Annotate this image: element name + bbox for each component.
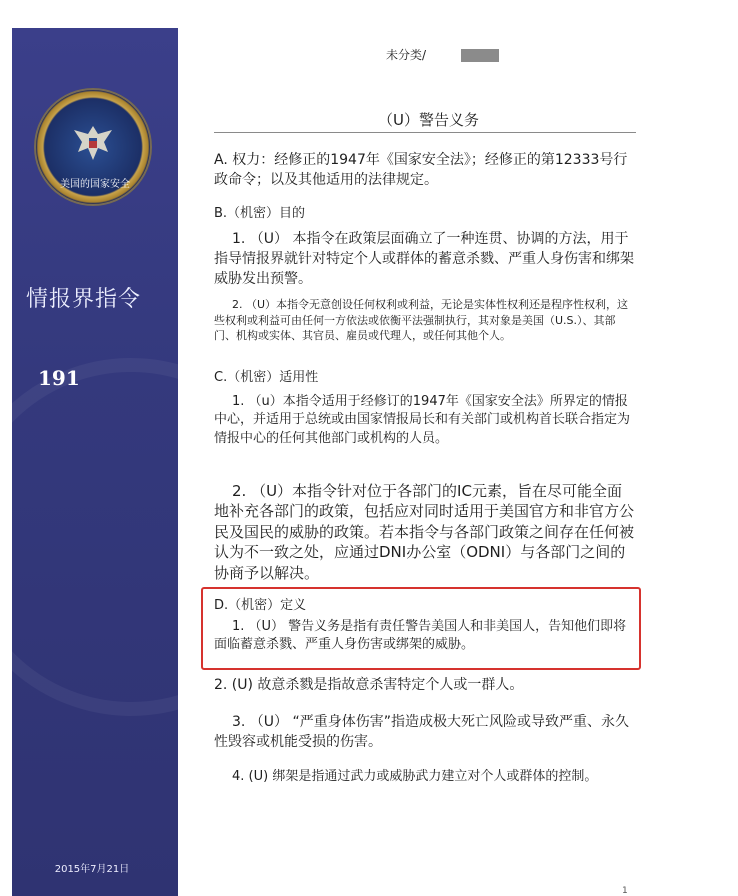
section-d-paragraph-2: 2. (U) 故意杀戮是指故意杀害特定个人或一群人。 bbox=[214, 677, 524, 693]
section-c-paragraph-2: 2. （U）本指令针对位于各部门的IC元素，旨在尽可能全面地补充各部门的政策，包括应对同时适用于美国官方和非官方公民及国民的威胁的政策。若本指令与各部门政策之间存在任何被认为不一致之处，应通过DNI办公室（ODNI）与各部门之间的协商予以解决。 bbox=[214, 482, 635, 582]
sidebar-title: 情报界指令 bbox=[26, 287, 142, 312]
section-d-paragraph-4: 4. (U) 绑架是指通过武力或威胁武力建立对个人或群体的控制。 bbox=[232, 769, 598, 784]
section-d-paragraph-1: 1. （U） 警告义务是指有责任警告美国人和非美国人，告知他们即将面临蓄意杀戮、严重人身伤害或绑架的威胁。 bbox=[214, 619, 627, 653]
seal-caption: 美国的国家安全 bbox=[60, 179, 130, 190]
section-c-heading: C.（机密）适用性 bbox=[214, 370, 319, 385]
page-title: （U）警告义务 bbox=[378, 111, 479, 129]
title-divider bbox=[214, 132, 636, 133]
classification-marking: 未分类/ bbox=[386, 48, 427, 62]
directive-date: 2015年7月21日 bbox=[54, 864, 130, 875]
redaction-bar bbox=[461, 49, 499, 62]
section-d-heading: D.（机密）定义 bbox=[214, 598, 307, 613]
section-b-paragraph-1: 1. （U） 本指令在政策层面确立了一种连贯、协调的方法，用于指导情报界就针对特定个人或群体的蓄意杀戮、严重人身伤害和绑架威胁发出预警。 bbox=[214, 231, 634, 287]
page-marker: 1 bbox=[622, 886, 628, 896]
document-page bbox=[200, 0, 730, 896]
eagle-icon bbox=[68, 118, 118, 168]
section-d-paragraph-3: 3. （U） “严重身体伤害”指造成极大死亡风险或导致严重、永久性毁容或机能受损的伤害。 bbox=[214, 714, 630, 750]
section-b-heading: B.（机密）目的 bbox=[214, 206, 306, 221]
section-a-authority: A. 权力：经修正的1947年《国家安全法》；经修正的第12333号行政命令；以及其他适用的法律规定。 bbox=[214, 152, 628, 188]
section-c-paragraph-1: 1. （u）本指令适用于经修订的1947年《国家安全法》所界定的情报中心，并适用于总统或由国家情报局长和有关部门或机构首长联合指定为情报中心的任何其他部门或机构的人员。 bbox=[214, 394, 631, 446]
sidebar-cover bbox=[12, 28, 178, 896]
highlight-box bbox=[201, 587, 641, 670]
section-b-paragraph-2: 2. （U）本指令无意创设任何权利或利益，无论是实体性权利还是程序性权利，这些权利或利益可由任何一方依法或依衡平法强制执行，其对象是美国（U.S.）、其部门、机构或实体、其官员、雇员或代理人，或任何其他个人。 bbox=[214, 298, 629, 343]
directive-number: 191 bbox=[38, 366, 80, 390]
